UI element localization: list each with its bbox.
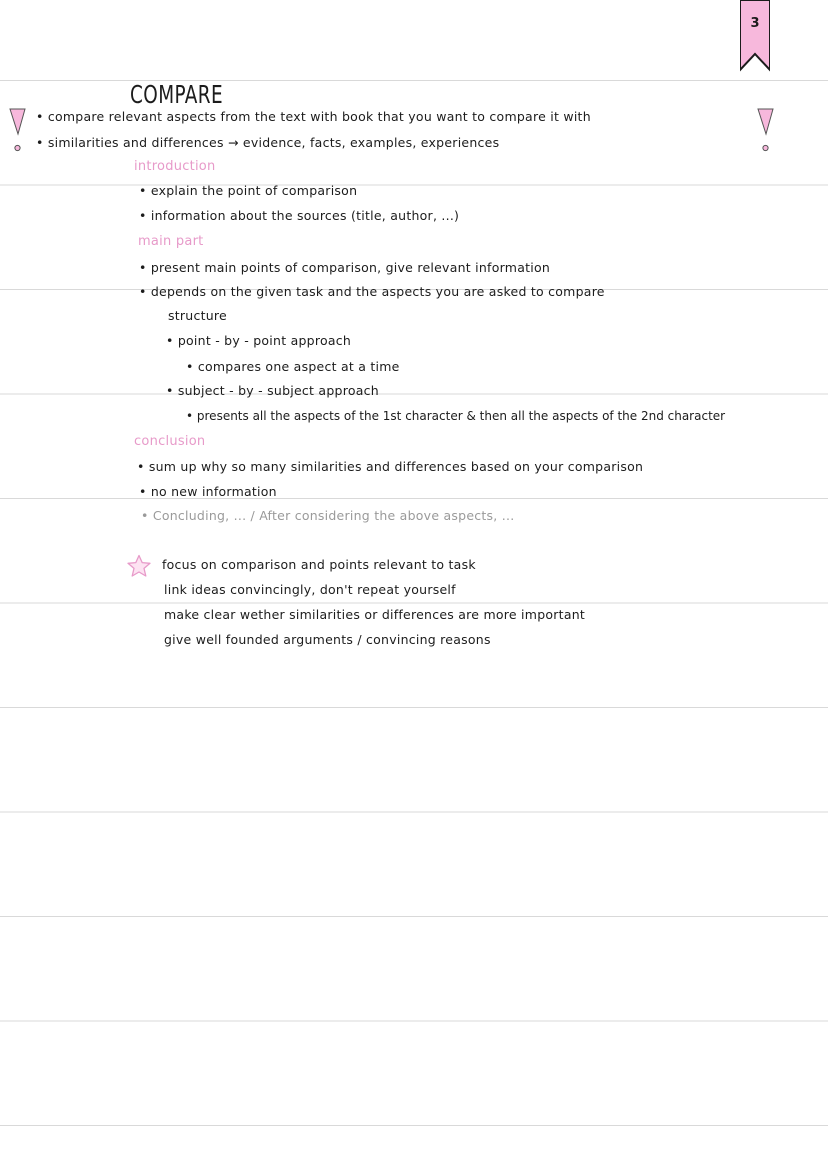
note-line-point-by-point: • point - by - point approach <box>166 333 352 348</box>
note-line-concluding-phrases: • Concluding, ... / After considering the above aspects, ... <box>141 508 515 523</box>
note-line-one-aspect: • compares one aspect at a time <box>186 359 400 374</box>
note-line-subject-by-subject: • subject - by - subject approach <box>166 383 379 398</box>
note-line-sum-up: • sum up why so many similarities and differences based on your comparison <box>137 459 644 474</box>
section-label-main-part: main part <box>138 234 204 249</box>
tip-line-make-clear: make clear wether similarities or differences are more important <box>164 607 586 622</box>
note-line-compare-aspects: • compare relevant aspects from the text with book that you want to compare it with <box>36 109 591 124</box>
page-number: 3 <box>750 16 760 31</box>
note-line-presents-all-aspects: • presents all the aspects of the 1st character & then all the aspects of the 2nd character <box>186 409 726 423</box>
section-label-conclusion: conclusion <box>134 434 206 449</box>
tip-line-link-ideas: link ideas convincingly, don't repeat yourself <box>164 582 456 597</box>
exclamation-right-icon <box>756 108 776 154</box>
exclamation-left-icon <box>8 108 28 154</box>
page-title: COMPARE <box>130 80 224 109</box>
tip-line-focus: focus on comparison and points relevant to task <box>162 557 476 572</box>
note-line-information-sources: • information about the sources (title, author, ...) <box>139 208 460 223</box>
note-line-similarities: • similarities and differences → evidence, facts, examples, experiences <box>36 135 500 150</box>
note-line-depends-on-task: • depends on the given task and the aspects you are asked to compare <box>139 284 605 299</box>
note-line-present-main-points: • present main points of comparison, give relevant information <box>139 260 551 275</box>
section-label-introduction: introduction <box>134 159 216 174</box>
tip-line-arguments: give well founded arguments / convincing reasons <box>164 632 491 647</box>
star-icon <box>126 554 152 578</box>
subheading-structure: structure <box>168 308 227 323</box>
note-line-explain-point: • explain the point of comparison <box>139 183 358 198</box>
bookmark-tab-icon <box>740 0 770 72</box>
note-line-no-new-information: • no new information <box>139 484 277 499</box>
